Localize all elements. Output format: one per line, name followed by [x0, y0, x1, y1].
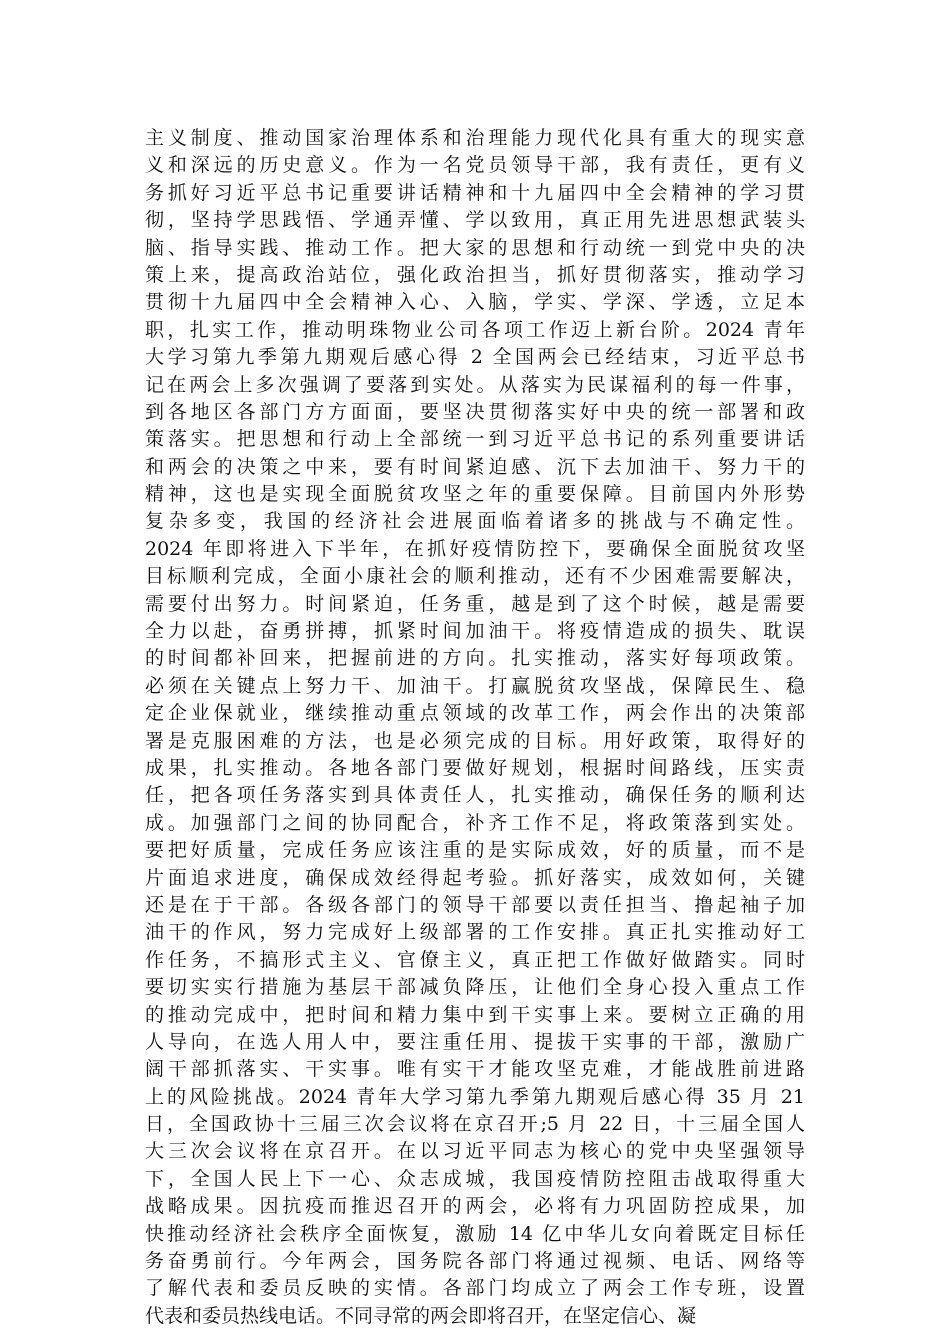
text-line: 油干的作风，努力完成好上级部署的工作安排。真正扎实推动好工: [145, 921, 805, 944]
text-line: 战略成果。因抗疫而推迟召开的两会，必将有力巩固防控成果，加: [145, 1195, 805, 1218]
text-line: 署是克服困难的方法，也是必须完成的目标。用好政策，取得好的: [145, 729, 805, 752]
text-line: 下，全国人民上下一心、众志成城，我国疫情防控阻击战取得重大: [145, 1167, 805, 1190]
text-line: 务奋勇前行。今年两会，国务院各部门将通过视频、电话、网络等: [145, 1250, 805, 1273]
text-line: 作任务，不搞形式主义、官僚主义，真正把工作做好做踏实。同时: [145, 948, 805, 971]
text-line: 定企业保就业，继续推动重点领域的改革工作，两会作出的决策部: [145, 702, 805, 725]
text-line: 全力以赴，奋勇拼搏，抓紧时间加油干。将疫情造成的损失、耽误: [145, 620, 805, 643]
text-line: 脑、指导实践、推动工作。把大家的思想和行动统一到党中央的决: [145, 236, 805, 259]
text-line: 需要付出努力。时间紧迫，任务重，越是到了这个时候，越是需要: [145, 592, 805, 615]
text-line: 人导向，在选人用人中，要注重任用、提拔干实事的干部，激励广: [145, 1030, 805, 1053]
text-line: 务抓好习近平总书记重要讲话精神和十九届四中全会精神的学习贯: [145, 181, 805, 204]
text-line: 职，扎实工作，推动明珠物业公司各项工作迈上新台阶。2024 青年: [145, 318, 805, 341]
text-line: 成果，扎实推动。各地各部门要做好规划，根据时间路线，压实责: [145, 756, 805, 779]
text-line: 要切实实行措施为基层干部减负降压，让他们全身心投入重点工作: [145, 976, 805, 999]
text-line: 大三次会议将在京召开。在以习近平同志为核心的党中央坚强领导: [145, 1140, 805, 1163]
text-line: 和两会的决策之中来，要有时间紧迫感、沉下去加油干、努力干的: [145, 455, 805, 478]
text-line: 策上来，提高政治站位，强化政治担当，抓好贯彻落实，推动学习: [145, 263, 805, 286]
text-line: 快推动经济社会秩序全面恢复，激励 14 亿中华儿女向着既定目标任: [145, 1222, 805, 1245]
text-line: 目标顺利完成，全面小康社会的顺利推动，还有不少困难需要解决，: [145, 565, 805, 588]
text-line: 还是在于干部。各级各部门的领导干部要以责任担当、撸起袖子加: [145, 893, 805, 916]
text-line: 必须在关键点上努力干、加油干。打赢脱贫攻坚战，保障民生、稳: [145, 674, 805, 697]
text-line: 大学习第九季第九期观后感心得 2 全国两会已经结束，习近平总书: [145, 346, 805, 369]
text-line: 阔干部抓落实、干实事。唯有实干才能攻坚克难，才能战胜前进路: [145, 1058, 805, 1081]
text-line: 策落实。把思想和行动上全部统一到习近平总书记的系列重要讲话: [145, 428, 805, 451]
text-line: 贯彻十九届四中全会精神入心、入脑，学实、学深、学透，立足本: [145, 291, 805, 314]
text-line: 精神，这也是实现全面脱贫攻坚之年的重要保障。目前国内外形势: [145, 483, 805, 506]
text-line: 成。加强部门之间的协同配合，补齐工作不足，将政策落到实处。: [145, 811, 805, 834]
text-line: 义和深远的历史意义。作为一名党员领导干部，我有责任，更有义: [145, 154, 805, 177]
text-line: 2024 年即将进入下半年，在抓好疫情防控下，要确保全面脱贫攻坚: [145, 537, 805, 560]
text-line: 记在两会上多次强调了要落到实处。从落实为民谋福利的每一件事，: [145, 373, 805, 396]
text-line: 到各地区各部门方方面面，要坚决贯彻落实好中央的统一部署和政: [145, 400, 805, 423]
body-text: [145, 125, 805, 1330]
text-line: 上的风险挑战。2024 青年大学习第九季第九期观后感心得 35 月 21: [145, 1085, 805, 1108]
text-line: 的时间都补回来，把握前进的方向。扎实推动，落实好每项政策。: [145, 647, 805, 670]
text-line: 代表和委员热线电话。不同寻常的两会即将召开，在坚定信心、凝: [145, 1304, 697, 1327]
text-line: 主义制度、推动国家治理体系和治理能力现代化具有重大的现实意: [145, 127, 805, 149]
text-line: 任，把各项任务落实到具体责任人，扎实推动，确保任务的顺利达: [145, 784, 805, 807]
text-line: 要把好质量，完成任务应该注重的是实际成效，好的质量，而不是: [145, 839, 805, 862]
text-line: 日，全国政协十三届三次会议将在京召开;5 月 22 日，十三届全国人: [145, 1113, 805, 1136]
text-line: 片面追求进度，确保成效经得起考验。抓好落实，成效如何，关键: [145, 866, 805, 889]
text-line: 了解代表和委员反映的实情。各部门均成立了两会工作专班，设置: [145, 1277, 805, 1300]
text-line: 的推动完成中，把时间和精力集中到干实事上来。要树立正确的用: [145, 1003, 805, 1026]
text-line: 彻，坚持学思践悟、学通弄懂、学以致用，真正用先进思想武装头: [145, 209, 805, 232]
text-line: 复杂多变，我国的经济社会进展面临着诸多的挑战与不确定性。: [145, 510, 805, 533]
